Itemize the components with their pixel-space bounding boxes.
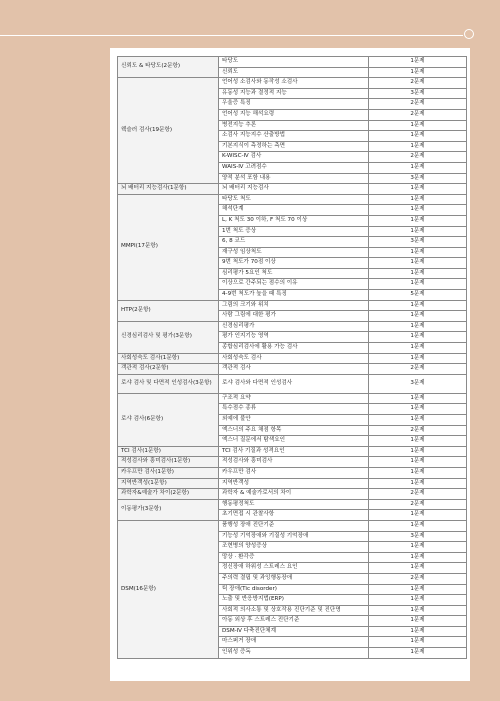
topic-cell: 조현병의 양성증상 — [219, 542, 369, 553]
category-cell: 적성검사와 흥미검사(1문항) — [118, 457, 219, 468]
topic-cell: 품행성 장애 진단기준 — [219, 520, 369, 531]
question-count-cell: 1문제 — [369, 343, 467, 354]
question-count-cell: 1문제 — [369, 520, 467, 531]
topic-cell: 타당도 — [219, 57, 369, 68]
topic-cell: 4-9번 척도가 높을 때 특징 — [219, 290, 369, 301]
table-row — [118, 300, 467, 311]
topic-cell: 신뢰도 — [219, 67, 369, 78]
topic-cell: 지역반객성 — [219, 478, 369, 489]
question-count-cell: 2문제 — [369, 78, 467, 89]
topic-cell: 특수점수 종류 — [219, 404, 369, 415]
question-count-cell: 1문제 — [369, 226, 467, 237]
topic-cell: 9번 척도가 70점 이상 — [219, 258, 369, 269]
question-count-cell: 2문제 — [369, 152, 467, 163]
category-cell: 웩슬러 검사(19문항) — [118, 78, 219, 184]
table-row — [118, 353, 467, 364]
question-count-cell: 1문제 — [369, 141, 467, 152]
category-cell: 신경심리검사 및 평가(3문항) — [118, 321, 219, 353]
question-count-cell: 1문제 — [369, 311, 467, 322]
category-cell: MMPI(17문항) — [118, 194, 219, 300]
topic-cell: TCI 검사 기질과 성격요인 — [219, 446, 369, 457]
category-cell: 이동평가(3문항) — [118, 499, 219, 520]
topic-cell: L, K 척도 30 이하, F 척도 70 이상 — [219, 215, 369, 226]
table-row — [118, 393, 467, 404]
category-cell: DSM(16문항) — [118, 520, 219, 658]
table-row — [118, 321, 467, 332]
topic-cell: 우울증 특징 — [219, 99, 369, 110]
question-count-cell: 1문제 — [369, 563, 467, 574]
question-count-cell: 2문제 — [369, 364, 467, 375]
question-count-cell: 3문제 — [369, 531, 467, 542]
topic-cell: 정신장애 하위성 스트레스 요인 — [219, 563, 369, 574]
question-count-cell: 2문제 — [369, 573, 467, 584]
table-row — [118, 446, 467, 457]
topic-cell: 심리평가 5요인 척도 — [219, 268, 369, 279]
category-cell: 로샤 검사 및 다면적 인성검사(3문항) — [118, 374, 219, 393]
question-count-cell: 3문제 — [369, 88, 467, 99]
question-count-cell: 1문제 — [369, 648, 467, 659]
question-count-cell: 1문제 — [369, 120, 467, 131]
question-count-cell: 1문제 — [369, 595, 467, 606]
topic-cell: 재구성 임상척도 — [219, 247, 369, 258]
question-count-cell: 1문제 — [369, 332, 467, 343]
circle-marker-icon — [464, 29, 474, 39]
topic-cell: 이상으로 간주되는 점수의 이유 — [219, 279, 369, 290]
table-row — [118, 364, 467, 375]
question-count-cell: 1문제 — [369, 616, 467, 627]
topic-cell: 그림의 크기와 위치 — [219, 300, 369, 311]
question-count-cell: 1문제 — [369, 478, 467, 489]
topic-cell: 초기면접 시 관찰사항 — [219, 510, 369, 521]
topic-cell: 종합심리검사에 활용 가능 검사 — [219, 343, 369, 354]
category-cell: HTP(2문항) — [118, 300, 219, 321]
question-count-cell: 2문제 — [369, 109, 467, 120]
question-count-cell: 1문제 — [369, 457, 467, 468]
category-cell: 신뢰도 & 타당도(2문항) — [118, 57, 219, 78]
table-row — [118, 374, 467, 393]
question-count-cell: 1문제 — [369, 637, 467, 648]
topic-cell: 평가 인지기능 영역 — [219, 332, 369, 343]
category-cell: 사회성숙도 검사(1문항) — [118, 353, 219, 364]
question-count-cell: 1문제 — [369, 446, 467, 457]
question-count-cell: 1문제 — [369, 57, 467, 68]
topic-cell: 행동평정척도 — [219, 499, 369, 510]
table-row — [118, 520, 467, 531]
question-count-cell: 1문제 — [369, 415, 467, 426]
question-count-cell: 1문제 — [369, 467, 467, 478]
table-row — [118, 194, 467, 205]
topic-cell: 뇌 배터리 지능검사 — [219, 184, 369, 195]
topic-cell: 1번 척도 증상 — [219, 226, 369, 237]
question-count-cell: 1문제 — [369, 205, 467, 216]
topic-cell: 소검사 지능지수 산출방법 — [219, 131, 369, 142]
question-count-cell: 1문제 — [369, 258, 467, 269]
topic-cell: 주의력 결핍 및 과잉행동장애 — [219, 573, 369, 584]
topic-cell: 양적 분석 포함 내용 — [219, 173, 369, 184]
topic-cell: 사회성숙도 검사 — [219, 353, 369, 364]
topic-cell: 적성검사와 흥미검사 — [219, 457, 369, 468]
table-row — [118, 57, 467, 68]
topic-cell: 사람 그림에 대한 평가 — [219, 311, 369, 322]
table-row — [118, 478, 467, 489]
table-body — [118, 57, 467, 659]
topic-cell: 해석단계 — [219, 205, 369, 216]
question-count-cell: 1문제 — [369, 393, 467, 404]
question-count-cell: 2문제 — [369, 99, 467, 110]
topic-cell: 노출 및 반응방지법(ERP) — [219, 595, 369, 606]
question-count-cell: 1문제 — [369, 542, 467, 553]
topic-cell: 망상 · 환각증 — [219, 552, 369, 563]
question-count-cell: 3문제 — [369, 374, 467, 393]
category-cell: TCI 검사(1문항) — [118, 446, 219, 457]
question-count-cell: 1문제 — [369, 67, 467, 78]
topic-cell: 마스퍼거 장애 — [219, 637, 369, 648]
table-row — [118, 78, 467, 89]
topic-cell: WAIS-Ⅳ 고려점수 — [219, 162, 369, 173]
question-count-cell: 3문제 — [369, 173, 467, 184]
category-cell: 객관적 검사(2문항) — [118, 364, 219, 375]
topic-cell: 인위성 증독 — [219, 648, 369, 659]
topic-cell: DSM-Ⅳ 다축진단체계 — [219, 626, 369, 637]
question-count-cell: 1문제 — [369, 510, 467, 521]
category-cell: 뇌 배터리 지능검사(1문항) — [118, 184, 219, 195]
question-count-cell: 1문제 — [369, 353, 467, 364]
topic-cell: 언어성 소검사와 동작성 소검사 — [219, 78, 369, 89]
question-count-cell: 1문제 — [369, 247, 467, 258]
question-count-cell: 1문제 — [369, 552, 467, 563]
question-count-cell: 1문제 — [369, 279, 467, 290]
question-count-cell: 1문제 — [369, 321, 467, 332]
top-rule — [0, 35, 463, 36]
table-row — [118, 457, 467, 468]
topic-cell: 구조적 요약 — [219, 393, 369, 404]
question-count-cell: 3문제 — [369, 237, 467, 248]
topic-cell: 신경심리평가 — [219, 321, 369, 332]
topic-cell: 언어성 지능 해석요령 — [219, 109, 369, 120]
topic-cell: 과학자 & 예술가로서의 차이 — [219, 489, 369, 500]
table-row — [118, 467, 467, 478]
topic-cell: 외예에 불안 — [219, 415, 369, 426]
topic-cell: K-WISC-Ⅳ 검사 — [219, 152, 369, 163]
question-count-cell: 2문제 — [369, 499, 467, 510]
question-count-cell: 1문제 — [369, 605, 467, 616]
topic-cell: 6, 8 코드 — [219, 237, 369, 248]
question-count-cell: 1문제 — [369, 194, 467, 205]
topic-cell: 엑스너의 주요 채점 항목 — [219, 425, 369, 436]
question-count-cell: 1문제 — [369, 584, 467, 595]
question-count-cell: 1문제 — [369, 184, 467, 195]
category-cell: 로샤 검사(6문항) — [118, 393, 219, 446]
category-cell: 과학자&예술가 차이(2문항) — [118, 489, 219, 500]
topic-cell: 카우프만 검사 — [219, 467, 369, 478]
topic-cell: 틱 장애(Tic disorder) — [219, 584, 369, 595]
topic-cell: 기본지식이 측정하는 측면 — [219, 141, 369, 152]
topic-cell: 아동 외상 후 스트레스 진단기준 — [219, 616, 369, 627]
topic-cell: 객관적 검사 — [219, 364, 369, 375]
table-row — [118, 489, 467, 500]
question-count-cell: 1문제 — [369, 404, 467, 415]
topic-cell: 병전지능 추론 — [219, 120, 369, 131]
topic-cell: 유동성 지능과 결정적 지능 — [219, 88, 369, 99]
category-cell: 지역반객성(1문항) — [118, 478, 219, 489]
question-count-cell: 1문제 — [369, 626, 467, 637]
question-count-cell: 2문제 — [369, 489, 467, 500]
category-cell: 카우프만 검사(1문항) — [118, 467, 219, 478]
question-count-cell: 1문제 — [369, 436, 467, 447]
topic-cell: 엑스너 질문에서 탐색요인 — [219, 436, 369, 447]
question-count-cell: 1문제 — [369, 215, 467, 226]
table-row — [118, 499, 467, 510]
question-count-cell: 1문제 — [369, 300, 467, 311]
topic-cell: 사회적 의사소통 및 상호작용 진단기준 및 진단명 — [219, 605, 369, 616]
exam-topics-table — [117, 56, 467, 659]
topic-cell: 로샤 검사와 다면적 인성검사 — [219, 374, 369, 393]
table-row — [118, 184, 467, 195]
question-count-cell: 1문제 — [369, 162, 467, 173]
question-count-cell: 1문제 — [369, 268, 467, 279]
question-count-cell: 5문제 — [369, 290, 467, 301]
question-count-cell: 1문제 — [369, 131, 467, 142]
topic-cell: 기능성 기억장애와 기질성 기억장애 — [219, 531, 369, 542]
question-count-cell: 2문제 — [369, 425, 467, 436]
topic-cell: 타당도 척도 — [219, 194, 369, 205]
